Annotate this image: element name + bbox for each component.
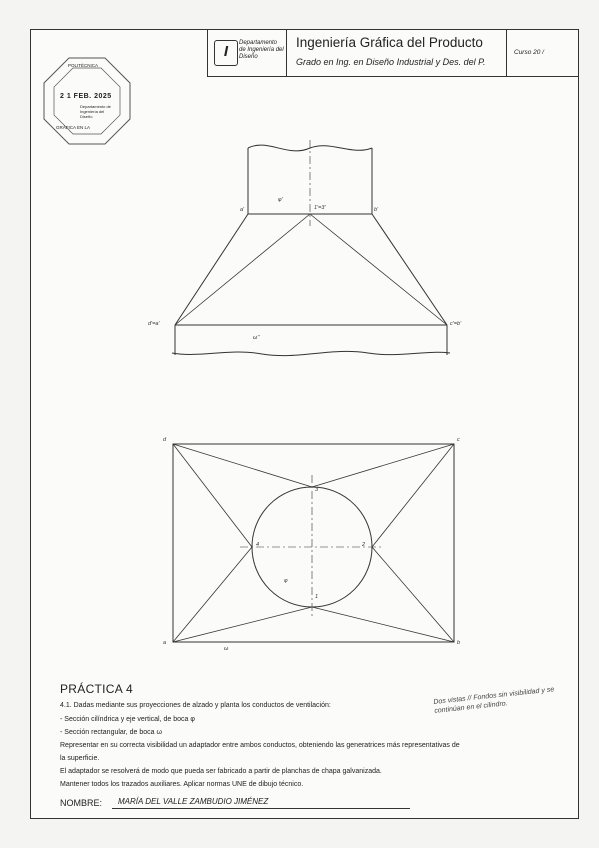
elevation-generatrix-left <box>175 214 248 325</box>
label-c: c <box>457 437 460 443</box>
label-phi-prime: φ' <box>278 197 283 203</box>
label-4: 4 <box>256 542 260 548</box>
course-field: Curso 20 / <box>514 49 544 56</box>
name-underline <box>112 808 410 809</box>
label-d-a-prime: d'=a' <box>148 321 160 327</box>
plan-generatrix-6 <box>372 547 454 642</box>
plan-generatrix-4 <box>173 547 252 642</box>
plan-generatrix-3 <box>173 444 252 547</box>
statement-line-1: 4.1. Dadas mediante sus proyecciones de alzado y planta los conductos de ventilación: <box>60 702 331 709</box>
elevation-generatrix-cross-2 <box>310 214 447 325</box>
statement-line-3: - Sección rectangular, de boca ω <box>60 729 162 736</box>
subject-title: Ingeniería Gráfica del Producto <box>296 35 483 50</box>
statement-line-2: - Sección cilíndrica y eje vertical, de boca φ <box>60 716 195 723</box>
stamp-top-text: POLITÉCNICA <box>68 63 99 68</box>
elevation-generatrix-right <box>372 214 447 325</box>
plan-rectangle <box>173 444 454 642</box>
plan-generatrix-8 <box>312 607 454 642</box>
label-a-prime: a' <box>240 207 245 213</box>
department-name: Departamento de Ingeniería del Diseño <box>239 40 284 60</box>
name-value: MARÍA DEL VALLE ZAMBUDIO JIMÉNEZ <box>118 797 269 806</box>
statement-line-4: Representar en su correcta visibilidad un adaptador entre ambos conductos, obteniendo las generatrices más representativas de <box>60 742 460 749</box>
plan-generatrix-1 <box>173 444 312 487</box>
label-omega-elev: ω'' <box>253 335 260 341</box>
handwritten-note: Dos vistas // Fondos sin visibilidad y se continúan en el cilindro. <box>433 686 555 715</box>
practice-heading: PRÁCTICA 4 <box>60 682 134 696</box>
plan-generatrix-7 <box>173 607 312 642</box>
plan-generatrix-5 <box>372 444 454 547</box>
department-logo-icon: I <box>214 40 238 66</box>
label-3: 3 <box>315 487 319 493</box>
elevation-rect-break-line <box>172 351 450 355</box>
label-d: d <box>163 437 167 443</box>
stamp-bottom-text: GRÁFICA EN LA <box>56 125 91 130</box>
elevation-generatrix-cross-1 <box>175 214 310 325</box>
stamp-department: Departamento de Ingeniería del Diseño <box>80 104 111 119</box>
label-omega: ω <box>224 646 229 652</box>
label-1: 1 <box>315 594 319 600</box>
label-b: b <box>457 640 461 646</box>
label-1-3-prime: 1'=3' <box>314 205 326 211</box>
statement-line-6: El adaptador se resolverá de modo que pueda ser fabricado a partir de planchas de chapa galvanizada. <box>60 768 382 775</box>
label-phi: φ <box>284 578 288 584</box>
degree-subtitle: Grado en Ing. en Diseño Industrial y Des. del P. <box>296 57 486 67</box>
stamp-date: 2 1 FEB. 2025 <box>60 93 112 100</box>
label-2: 2 <box>362 542 366 548</box>
label-b-prime: b' <box>374 207 379 213</box>
label-a: a <box>163 640 167 646</box>
plan-generatrix-2 <box>312 444 454 487</box>
name-label: NOMBRE: <box>60 798 103 808</box>
statement-line-5: la superficie. <box>60 755 100 762</box>
statement-line-7: Mantener todos los trazados auxiliares. Aplicar normas UNE de dibujo técnico. <box>60 781 304 788</box>
label-c-b-prime: c'=b' <box>450 321 462 327</box>
